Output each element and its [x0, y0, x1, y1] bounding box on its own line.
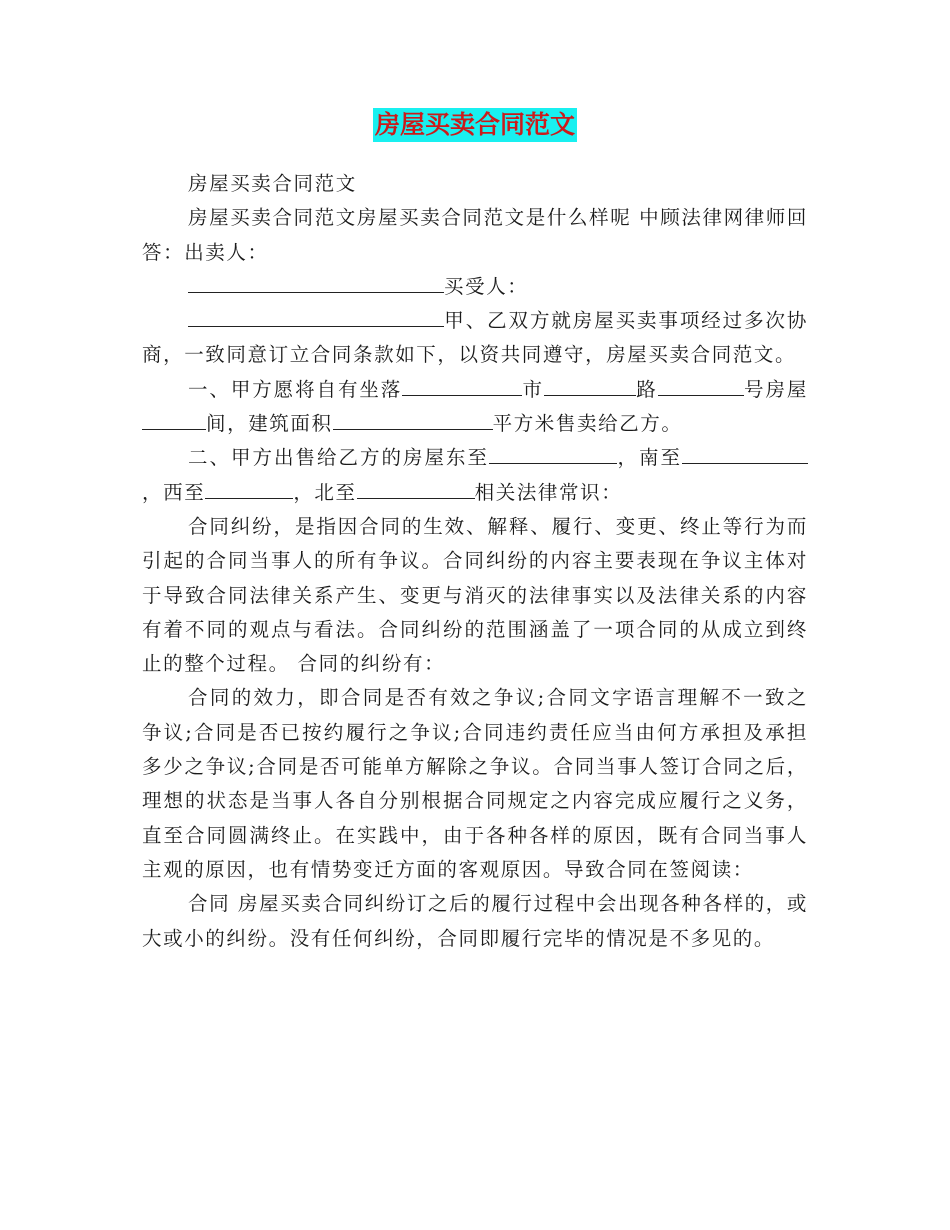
clause-1-text-b: 市: [522, 377, 544, 401]
south-blank[interactable]: [682, 441, 808, 464]
document-title: 房屋买卖合同范文: [373, 108, 577, 142]
title-wrap: [0, 108, 950, 142]
road-blank[interactable]: [658, 373, 744, 396]
west-blank[interactable]: [205, 476, 293, 499]
clause-2-text-c: ，西至: [142, 480, 206, 504]
paragraph-clause-1: [142, 373, 808, 442]
paragraph-buyer: [142, 270, 808, 304]
buyer-label: 买受人：: [444, 274, 529, 298]
agreement-text: 甲、乙双方就房屋买卖事项经过多次协商，一致同意订立合同条款如下，以资共同遵守，房屋买卖合同范文。: [142, 309, 808, 367]
location-blank[interactable]: [402, 373, 522, 396]
clause-1-text-f: 平方米售卖给乙方。: [492, 412, 683, 436]
buyer-blank[interactable]: [188, 304, 444, 327]
rooms-blank[interactable]: [142, 407, 206, 430]
clause-1-text-c: 路: [635, 377, 658, 401]
east-blank[interactable]: [489, 441, 617, 464]
clause-1-text-e: 间，建筑面积: [206, 412, 333, 436]
clause-2-text-e: 相关法律常识：: [474, 480, 623, 504]
paragraph-dispute-occurrence: 合同 房屋买卖合同纠纷订之后的履行过程中会出现各种各样的，或大或小的纠纷。没有任何纠纷，合同即履行完毕的情况是不多见的。: [142, 892, 808, 950]
paragraph-intro: 房屋买卖合同范文房屋买卖合同范文是什么样呢 中顾法律网律师回答：出卖人：: [142, 206, 808, 264]
paragraph-dispute-types: 合同的效力，即合同是否有效之争议;合同文字语言理解不一致之争议;合同是否已按约履行之争议;合同违约责任应当由何方承担及承担多少之争议;合同是否可能单方解除之争议。合同当事人签订合同之后，理想的状态是当事人各自分别根据合同规定之内容完成应履行之义务，直至合同圆满终止。在实践中，由于各种各样的原因，既有合同当事人主观的原因，也有情势变迁方面的客观原因。导致合同在签阅读：: [142, 686, 808, 881]
clause-2-text-a: 二、甲方出售给乙方的房屋东至: [188, 446, 490, 470]
clause-2-text-d: ，北至: [293, 480, 357, 504]
seller-blank[interactable]: [188, 270, 444, 293]
paragraph-clause-2: [142, 441, 808, 510]
document-body: [142, 167, 808, 956]
paragraph-heading: 房屋买卖合同范文: [188, 172, 357, 195]
area-blank[interactable]: [333, 407, 493, 430]
clause-1-text-a: 一、甲方愿将自有坐落: [188, 377, 403, 401]
north-blank[interactable]: [357, 476, 475, 499]
paragraph-agreement: [142, 304, 808, 373]
paragraph-dispute-definition: 合同纠纷，是指因合同的生效、解释、履行、变更、终止等行为而引起的合同当事人的所有争议。合同纠纷的内容主要表现在争议主体对于导致合同法律关系产生、变更与消灭的法律事实以及法律关系的内容有着不同的观点与看法。合同纠纷的范围涵盖了一项合同的从成立到终止的整个过程。 合同的纠纷有：: [142, 514, 808, 676]
clause-1-text-d: 号房屋: [743, 377, 808, 401]
city-blank[interactable]: [544, 373, 636, 396]
clause-2-text-b: ，南至: [617, 446, 682, 470]
